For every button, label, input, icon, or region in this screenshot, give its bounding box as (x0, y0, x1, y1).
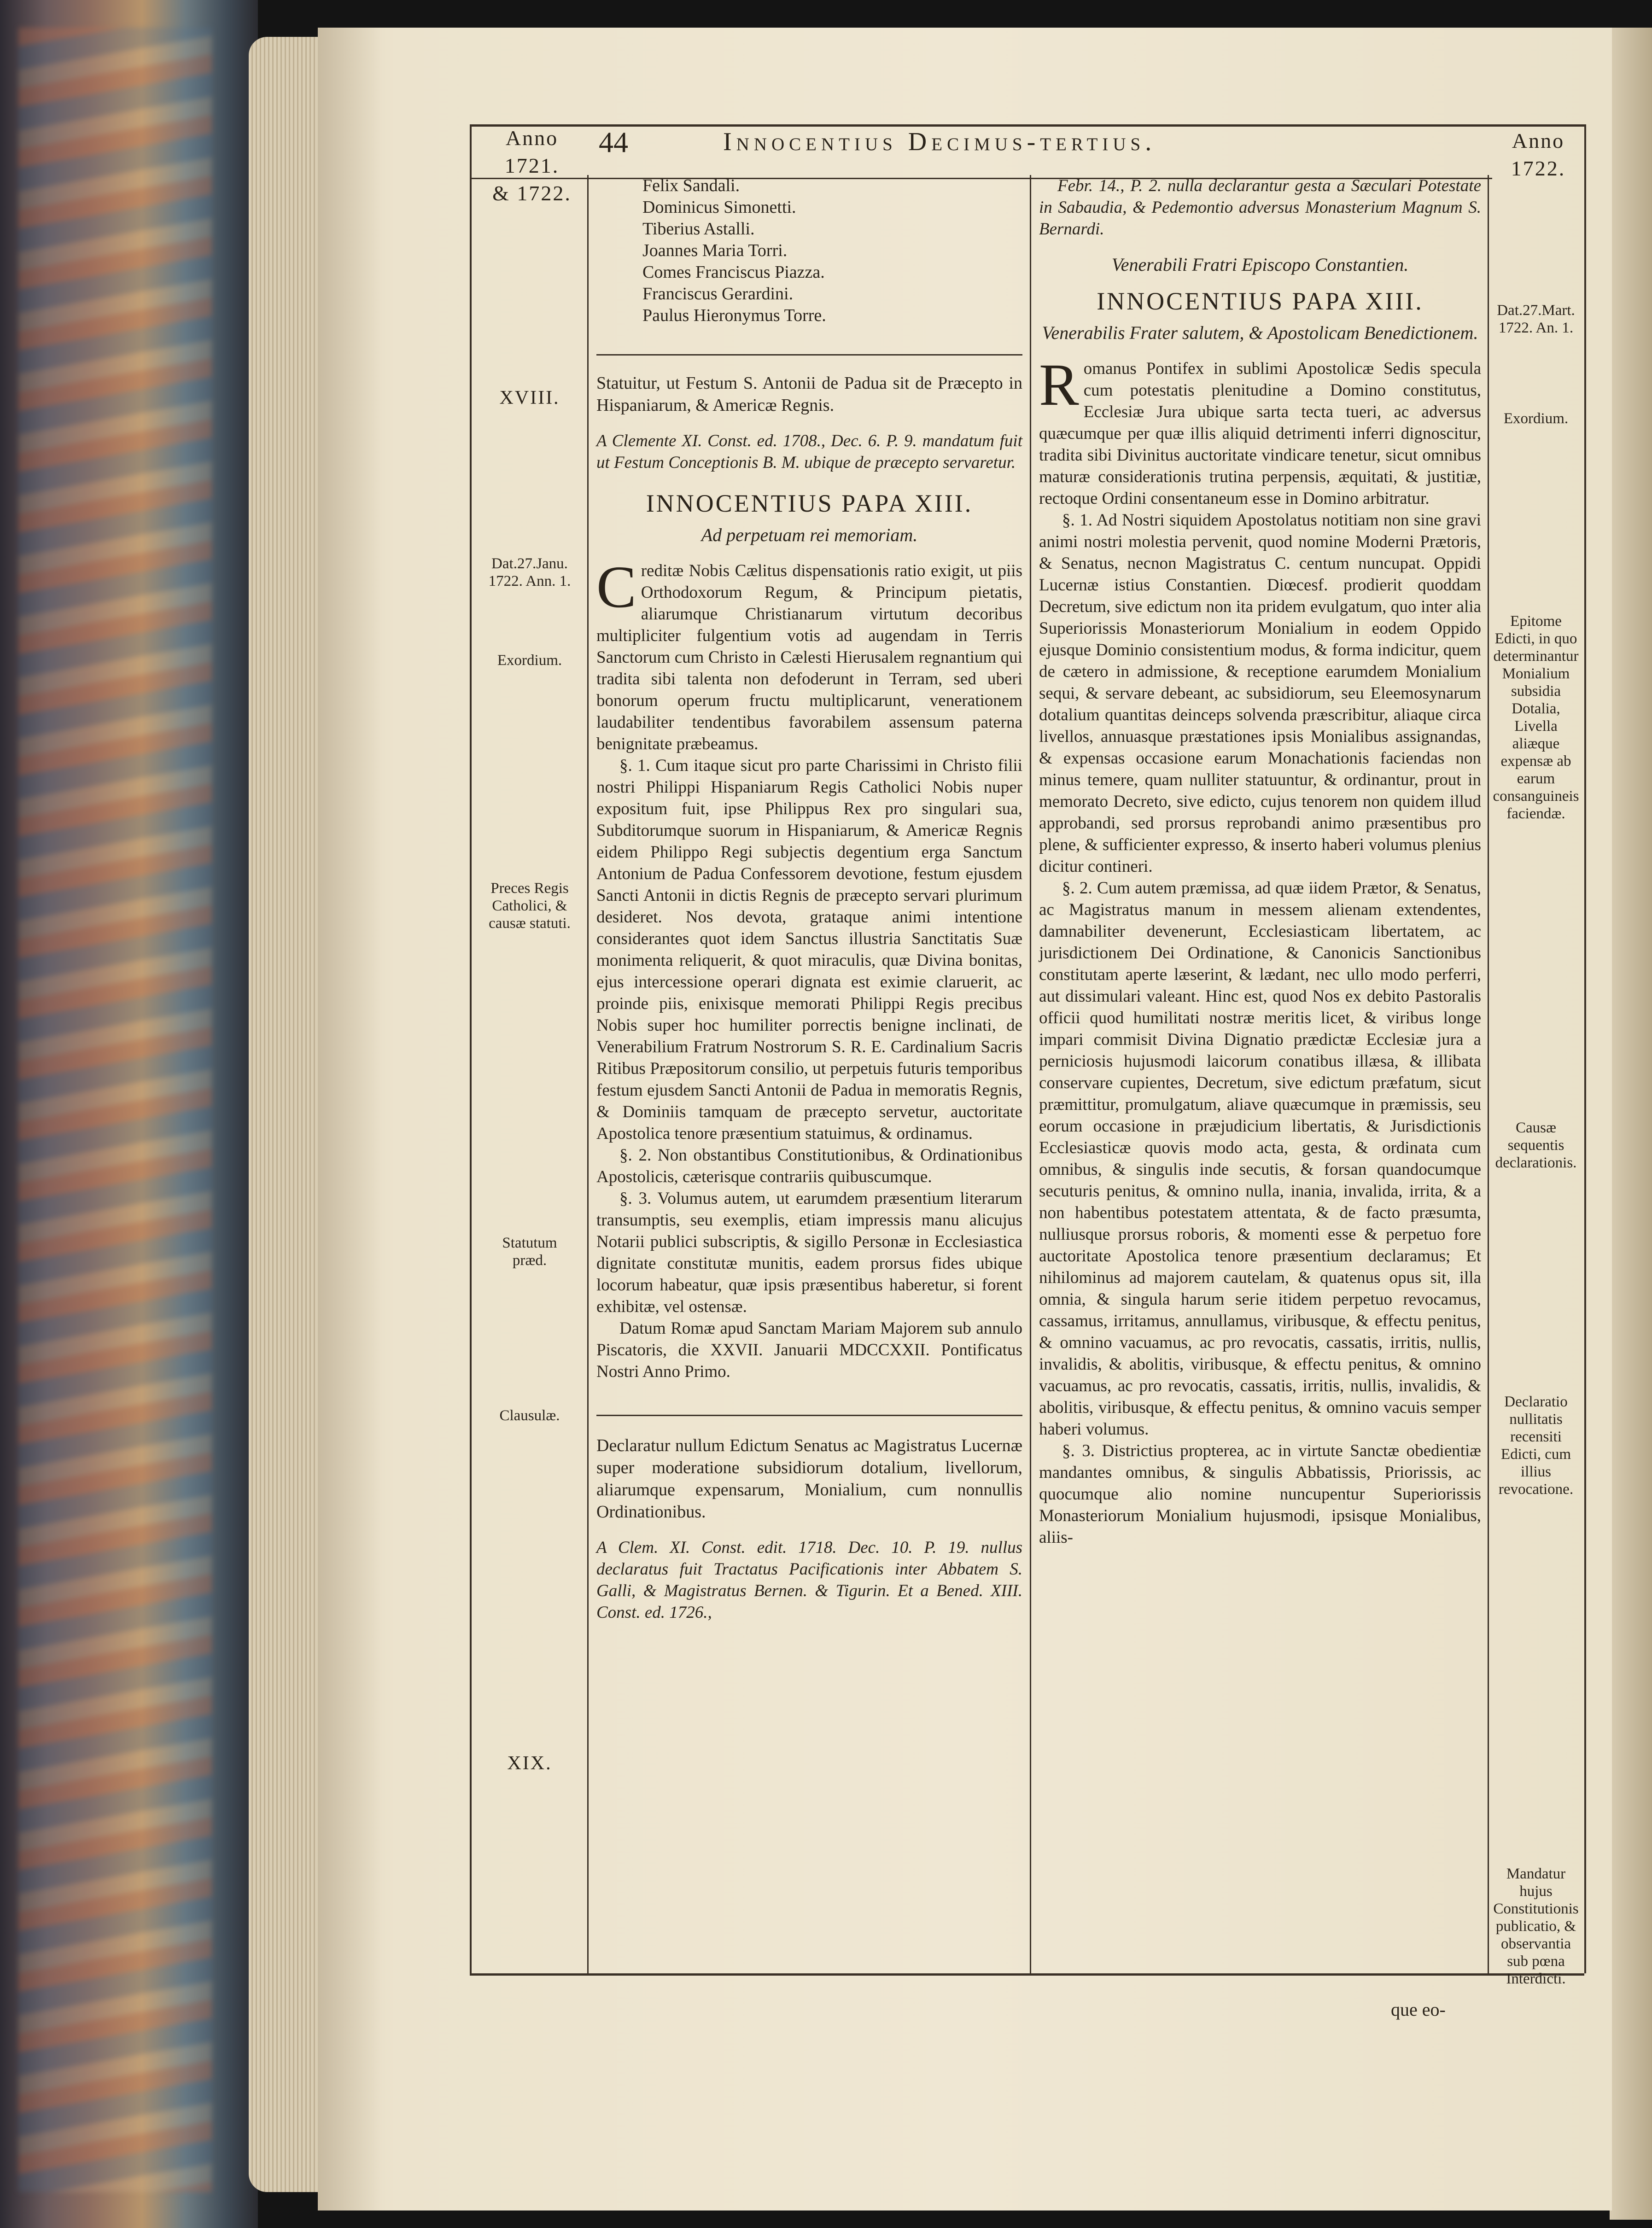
date-note-right: Dat.27.Mart. 1722. An. 1. (1497, 302, 1575, 336)
year-1721: 1721. (504, 154, 560, 177)
footer-rule (470, 1973, 1584, 1976)
datum-line: Datum Romæ apud Sanctam Mariam Majorem sub annulo Piscatoris, die XXVII. Januarii MDCCXXII. Pontificatus Nostri Anno Primo. (596, 1319, 1022, 1381)
bull-subheading-left: Ad perpetuam rei memoriam. (701, 525, 918, 545)
note-continuation: Febr. 14., P. 2. nulla declarantur gesta a Sæculari Potestate in Sabaudia, & Pedemontio adversus Monasterium Magnum S. Bernardi. (1039, 176, 1481, 239)
page-edges (249, 37, 327, 2192)
paragraph-1-right: §. 1. Ad Nostri siquidem Apostolatus notitiam non sine gravi animi nostri molestia pervenit, quod nomine Moderni Prætoris, & Senatus, necnon Magistratus C. centum nuncupat. Oppidi Lucernæ istius Constantien. Diœcesf. prodierit quoddam Decretum, sive edictum non ita pridem evulgatum, quo inter alia Superiorissis Monasteriorum Monialium in eodem Oppido ejusque Dominio consistentium modus, & forma indicitur, quem de cætero in admissione, & receptione earumdem Monialium sequi, & servare debeant, ac subsidiorum, seu Eleemosynarum dotalium quantitas deinceps solvenda præscribitur, aliaque circa livellos, annuasque præstationes ipsis Monialibus assignandas, & expensas occasione earum Monachationis faciendas non minus temere, quam nulliter statuuntur, & ordinantur, prout in memorato Decreto, sive edicto, cujus tenorem non quidem illud approbandi, sed prorsus reprobandi animo præsentibus pro plene, & sufficienter expresso, & inserto haberi volumus plenius dicitur contineri. (1039, 511, 1481, 876)
column-divider-rule (1030, 175, 1031, 1973)
section-xviii-summary: Statuitur, ut Festum S. Antonii de Padua sit de Præcepto in Hispaniarum, & Americæ Regnis. (596, 373, 1022, 415)
signatory-name: Joannes Maria Torri. (642, 241, 788, 260)
signatory-list (596, 175, 1022, 327)
statutum-note: Statutum præd. (502, 1235, 557, 1269)
declaratio-note: Declaratio nullitatis recensiti Edicti, cum illius revocatione. (1498, 1394, 1574, 1498)
anno-label: Anno (505, 126, 559, 150)
preces-note: Preces Regis Catholici, & causæ statuti. (489, 880, 571, 932)
paragraph-2-left: §. 2. Non obstantibus Constitutionibus, & Ordinationibus Apostolicis, cæterisque contrariis quibuscumque. (596, 1146, 1022, 1186)
causae-note: Causæ sequentis declarationis. (1495, 1120, 1577, 1171)
section-divider (596, 1415, 1022, 1416)
exordium-note-left: Exordium. (497, 652, 562, 669)
page-number: 44 (599, 126, 628, 158)
section-xviii-note: A Clemente XI. Const. ed. 1708., Dec. 6. P. 9. mandatum fuit ut Festum Conceptionis B. M. ubique de præcepto servaretur. (596, 432, 1022, 472)
left-frame-rule (470, 124, 472, 1973)
facing-page-edge (1610, 28, 1652, 2220)
catchword: que eo- (1391, 1999, 1446, 2020)
section-number-xviii: XVIII. (499, 387, 560, 408)
signatory-name: Tiberius Astalli. (642, 219, 755, 239)
book-spine (0, 0, 258, 2228)
year-1722-right: 1722. (1511, 157, 1566, 180)
dropcap-c: C (596, 554, 636, 620)
bull-heading-right: INNOCENTIUS PAPA XIII. (1097, 287, 1424, 315)
signatory-name: Paulus Hieronymus Torre. (642, 306, 826, 325)
year-1722: & 1722. (492, 181, 572, 205)
right-year-block (1492, 127, 1584, 182)
exordium-text-left: reditæ Nobis Cælitus dispensationis ratio exigit, ut piis Orthodoxorum Regum, & Principum pietatis, aliarumque Christianarum virtutum decoribus multipliciter fulgentium votis ad augendam in Terris Sanctorum cum Christo in Cælesti Hierusalem regnantium qui tradita sibi talenta non defoderunt in Terram, sed uberi bonorum operum fructu multiplicarunt, venerationem laudabiliter tendentibus favorabilem assensum paterna benignitate præbeamus. (596, 561, 1022, 753)
section-xix-summary: Declaratur nullum Edictum Senatus ac Magistratus Lucernæ super moderatione subsidiorum dotalium, livellorum, aliarumque expensarum, Monialium, cum nonnullis Ordinationibus. (596, 1436, 1022, 1522)
section-xix-note: A Clem. XI. Const. edit. 1718. Dec. 10. P. 19. nullus declaratus fuit Tractatus Pacificationis inter Abbatem S. Galli, & Magistratus Bernen. & Tigurin. Et a Bened. XIII. Const. ed. 1726., (596, 1538, 1022, 1622)
paragraph-3-left: §. 3. Volumus autem, ut earumdem præsentium literarum transumptis, seu exemplis, etiam impressis manu alicujus Notarii publici subscriptis, & sigillo Personæ in Ecclesiastica dignitate constitutæ munitis, eadem prorsus fides ubique locorum habeatur, quæ ipsis præsentibus haberetur, si forent exhibitæ, vel ostensæ. (596, 1189, 1022, 1316)
signatory-name: Comes Franciscus Piazza. (642, 262, 825, 282)
section-divider (596, 354, 1022, 356)
address-line: Venerabili Fratri Episcopo Constantien. (1111, 254, 1409, 275)
gutter-shadow (318, 28, 382, 2211)
bull-heading-left: INNOCENTIUS PAPA XIII. (646, 490, 973, 517)
signatory-name: Franciscus Gerardini. (642, 284, 794, 303)
right-column (1039, 175, 1481, 1548)
paragraph-3-right: §. 3. Districtius propterea, ac in virtute Sanctæ obedientiæ mandantes omnibus, & singulis Abbatissis, Priorissis, ac quocumque alio nomine nuncupentur Superiorissis Monasteriorum Monialium hujusmodi, ipsisque Monialibus, aliis- (1039, 1441, 1481, 1547)
exordium-text-right: omanus Pontifex in sublimi Apostolicæ Sedis specula cum potestatis plenitudine a Domino constitutus, Ecclesiæ Jura ubique sarta tecta tueri, ac adversus quæcumque per quæ illis aliquid detrimenti inferri dignoscitur, tradita sibi Divinitus auctoritate vindicare tenetur, sicut omnibus maturæ considerationis trutina perpensis, æquitati, & justitiæ, rectoque Ordini consentaneum esse in Domino arbitratur. (1039, 359, 1481, 508)
running-title: Innocentius Decimus-tertius. (723, 128, 1156, 156)
paragraph-2-right: §. 2. Cum autem præmissa, ad quæ iidem Prætor, & Senatus, ac Magistratus manum in messem alienam extendentes, damnabiliter devenerunt, Ecclesiasticam libertatem, ac jurisdictionem Dei Ordinatione, & Canonicis Sanctionibus constitutam aperte læserint, & lædant, nec ullo modo perferri, aut dissimulari valeant. Hinc est, quod Nos ex debito Pastoralis officii quod humilitati nostræ meritis licet, & viribus longe impari commisit Divina Dignatio prædictæ Ecclesiæ jura a perniciosis hujusmodi laicorum conatibus illæsa, & illibata conservare cupientes, Decretum, sive edictum præfatum, sicut præmittitur, promulgatum, aliave quæcumque in præmissis, seu eorum occasione in præjudicium libertatis, & Jurisdictionis Ecclesiasticæ quovis modo acta, gesta, & ordinata cum omnibus, & singulis inde secutis, & forsan quandocumque secuturis penitus, & omnino nulla, inania, invalida, irrita, & a non habentibus potestatem attentata, & de facto præsumta, nulliusque prorsus roboris, & momenti esse & perpetuo fore auctoritate Apostolica tenore præsentium declaramus; Et nihilominus ad majorem cautelam, & quatenus opus sit, illa omnia, & singula harum serie itidem perpetuo revocamus, cassamus, irritamus, annullamus, viribusque, & effectu penitus, & omnino vacuamus, ac pro revocatis, cassatis, irritis, nullis, invalidis, & abolitis, viribusque, & effectu penitus, & omnino vacuamus, ac pro revocatis, cassatis, irritis, nullis, invalidis, & abolitis, viribusque, & effectu penitus, & omnino vacuis semper haberi volumus. (1039, 879, 1481, 1439)
marbled-endpaper (18, 28, 212, 2192)
mandatur-note: Mandatur hujus Constitutionis publicatio, & observantia sub pœna Interdicti. (1493, 1866, 1579, 1987)
left-column (596, 175, 1022, 1623)
left-year-block (479, 124, 585, 207)
clausulae-note: Clausulæ. (499, 1407, 560, 1424)
epitome-note: Epitome Edicti, in quo determinantur Monialium subsidia Dotalia, Livella aliæque expensæ ab earum consanguineis faciendæ. (1493, 613, 1579, 822)
right-margin-rule (1488, 175, 1489, 1973)
exordium-note-right: Exordium. (1503, 410, 1569, 427)
date-note-left: Dat.27.Janu. 1722. Ann. 1. (488, 555, 571, 589)
salutation: Venerabilis Frater salutem, & Apostolicam Benedictionem. (1042, 322, 1478, 343)
paragraph-1-left: §. 1. Cum itaque sicut pro parte Charissimi in Christo filii nostri Philippi Hispaniarum Regis Catholici Nobis nuper expositum fuit, ipse Philippus Rex pro singulari sua, Subditorumque suorum in Hispaniarum, & Americæ Regnis eidem Philippo Regi subjectis degentium erga Sanctum Antonium de Padua Confessorem devotione, festum ejusdem Sancti Antonii in dictis Regnis de præcepto servari plurimum desideret. Nos devota, grataque animi intentione considerantes quot idem Sanctus illustria Sanctitatis Suæ monimenta reliquerit, & quot miraculis, quæ Divina bonitas, ejus intercessione operari dignata est eximie claruerit, ac proinde piis, enixisque memorati Philippi Regis precibus Nobis super hoc humiliter porrectis benigne inclinati, de Venerabilium Fratrum Nostrorum S. R. E. Cardinalium Sacris Ritibus Præpositorum consilio, ut perpetuis futuris temporibus festum ejusdem Sancti Antonii de Padua in memoratis Regnis, & Dominiis tamquam de præcepto servetur, auctoritate Apostolica tenore præsentium statuimus, & ordinamus. (596, 756, 1022, 1143)
left-margin-rule (587, 175, 589, 1973)
section-number-xix: XIX. (507, 1753, 552, 1774)
dropcap-r: R (1039, 352, 1079, 418)
signatory-name: Dominicus Simonetti. (642, 198, 796, 217)
header-rule (470, 124, 1584, 127)
anno-label-right: Anno (1512, 129, 1565, 152)
right-frame-rule (1584, 124, 1586, 1973)
signatory-name: Felix Sandali. (642, 176, 740, 195)
